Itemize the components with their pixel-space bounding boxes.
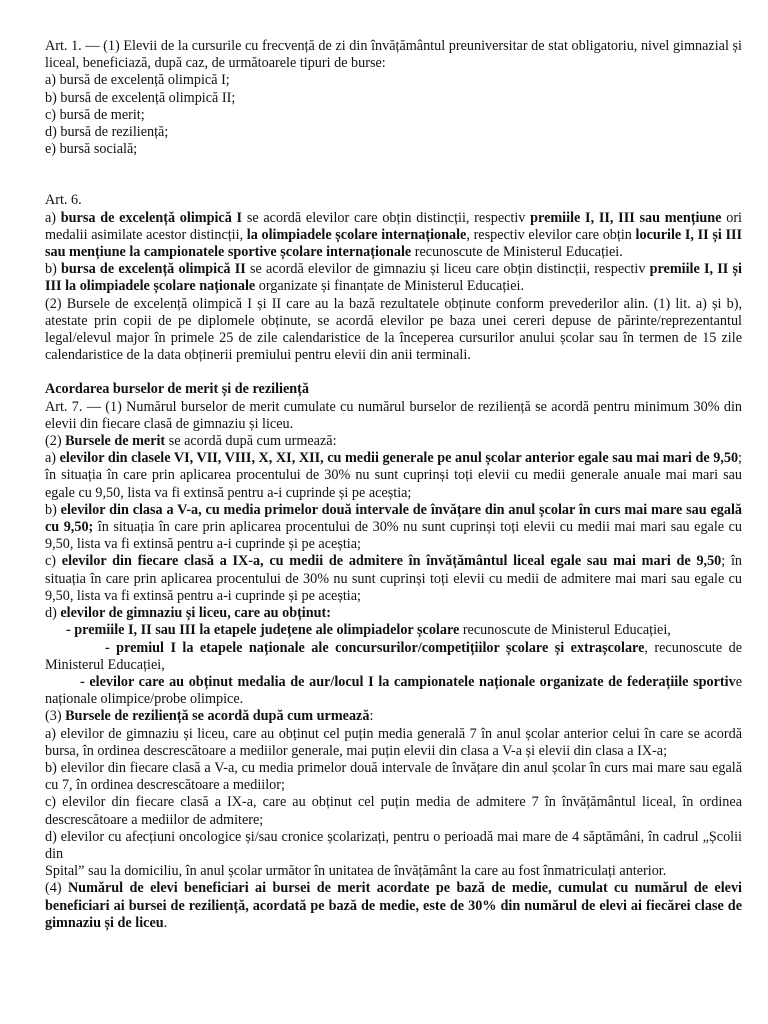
- text: ; în situația în care prin aplicarea procentului de 30% nu sunt cuprinși toți elevii cu medii generale anuale mai mari sau egale cu 9,50, lista va fi extinsă pentru a-i cuprinde și pe aceștia;: [45, 450, 742, 501]
- art7-resilience-d-line1: d) elevilor cu afecțiuni oncologice și/sau cronice școlarizați, pentru o perioadă mai mare de 4 săptămâni, în cadrul „Școlii din: [45, 828, 742, 862]
- text: recunoscute de Ministerul Educației,: [459, 622, 671, 639]
- text: se acordă după cum urmează:: [165, 433, 337, 450]
- text: recunoscute de Ministerul Educației.: [411, 244, 623, 261]
- art1-item-c: c) bursă de merit;: [45, 106, 145, 123]
- art7-resilience-d-line2: Spital” sau la domiciliu, în anul școlar următor în unitatea de învățământ la care au fost înmatriculați anterior.: [45, 863, 667, 880]
- art7-merit-d: [45, 605, 742, 622]
- bold-text: - premiile I, II sau III la etapele județene ale olimpiadelor școlare: [66, 622, 460, 639]
- bold-text: la olimpiadele școlare internaționale: [246, 226, 467, 243]
- text: în situația în care prin aplicarea procentului de 30% nu sunt cuprinși toți elevii cu medii mai mari sau egale cu 9,50, lista va fi extinsă pentru a-i cuprinde și pe aceștia;: [45, 519, 742, 553]
- bold-text: Numărul de elevi beneficiari ai bursei de merit acordate pe bază de medie, cumulat cu numărul de elevi beneficiari ai bursei de reziliență, acordată pe bază de medie, este de 30% din numărul de elevi ai fiecărei clase de gimnaziu și de liceu: [45, 880, 742, 931]
- text: d): [45, 605, 61, 622]
- text: a): [45, 450, 60, 467]
- art7-merit-d-sub2: [45, 640, 742, 674]
- bold-text: elevilor de gimnaziu și liceu, care au obținut:: [60, 605, 331, 622]
- bold-text: Bursele de reziliență se acordă după cum urmează: [65, 708, 370, 725]
- bold-text: premiile I, II și III la olimpiadele școlare naționale: [45, 261, 742, 295]
- text: (3): [45, 708, 66, 725]
- text: c): [45, 553, 62, 570]
- text: , respectiv elevilor care obțin: [466, 226, 636, 243]
- bold-text: premiile I, II, III sau mențiune: [530, 209, 722, 226]
- art7-para-4: [45, 880, 742, 932]
- bold-text: Bursele de merit: [65, 433, 166, 450]
- art7-merit-a: [45, 450, 742, 502]
- text: :: [369, 708, 374, 725]
- art1-item-d: d) bursă de reziliență;: [45, 124, 169, 141]
- bold-text: elevilor din fiecare clasă a IX-a, cu medii de admitere în învățământul liceal egale sau mai mari de 9,50: [61, 553, 722, 570]
- art7-para-2: [45, 433, 742, 450]
- text: organizate și finanțate de Ministerul Educației.: [255, 278, 525, 295]
- text: (2): [45, 433, 66, 450]
- art7-merit-d-sub3: [45, 674, 742, 708]
- spacer: [45, 364, 742, 381]
- text: ori medalii asimilate acestor distincții,: [45, 209, 742, 243]
- bold-text: bursa de excelență olimpică I: [60, 209, 243, 226]
- bold-text: - elevilor care au obținut medalia de aur/locul I la campionatele naționale organizate de federațiile sportiv: [80, 673, 736, 690]
- text: , recunoscute de Ministerul Educației,: [45, 639, 742, 673]
- text: ; în situația în care prin aplicarea procentului de 30% nu sunt cuprinși toți elevii cu medii de admitere mai mari sau egale cu 9,50, lista va fi extinsă pentru a-i cuprinde și pe aceștia;: [45, 553, 742, 604]
- bold-text: elevilor din clasa a V-a, cu media primelor două intervale de învățare din anul școlar în curs mai mare sau egală cu 9,50;: [45, 501, 742, 536]
- art1-item-a: a) bursă de excelență olimpică I;: [45, 72, 230, 89]
- text: e naționale olimpice/probe olimpice.: [45, 673, 742, 708]
- bold-text: locurile I, II și III sau mențiune la campionatele sportive școlare internaționale: [45, 226, 743, 261]
- art1-item-b: b) bursă de excelență olimpică II;: [45, 89, 236, 106]
- text: a): [45, 209, 61, 226]
- art7-merit-d-sub1: [45, 622, 742, 639]
- art6-heading: Art. 6.: [45, 192, 82, 209]
- art6-para-2: (2) Bursele de excelență olimpică I și II care au la bază rezultatele obținute conform prevederilor alin. (1) lit. a) și b), atestate prin copii de pe diplomele obținute, se acordă elevilor pe baza unei cereri depuse de părinte/reprezentantul legal/elevul major în primele 25 de zile calendaristice de la începerea cursurilor anului școlar sau în termen de 15 zile calendaristice de la data obținerii premiului pentru elevii din anii terminali.: [45, 295, 742, 364]
- text: b): [45, 261, 62, 278]
- art7-resilience-a: a) elevilor de gimnaziu și liceu, care au obținut cel puțin media generală 7 în anul școlar anterior celui în care se acordă bursa, în ordinea descrescătoare a mediilor generale, mai puțin elevii din clasa a V-a și elevii din clasa a IX-a;: [45, 725, 742, 759]
- spacer: [45, 158, 742, 192]
- text: b): [45, 501, 61, 518]
- text: (4): [45, 880, 68, 897]
- bold-text: - premiul I la etapele naționale ale concursurilor/competițiilor școlare și extrașcolare: [105, 639, 645, 656]
- section-title: [45, 381, 742, 398]
- art7-para-3: [45, 708, 742, 725]
- text: .: [163, 914, 168, 931]
- art7-merit-c: [45, 553, 742, 605]
- art7-para-1: Art. 7. — (1) Numărul burselor de merit cumulate cu numărul burselor de reziliență se acordă pentru minimum 30% din elevii din fiecare clasă de gimnaziu și liceu.: [45, 398, 742, 432]
- text: se acordă elevilor care obțin distincții, respectiv: [242, 209, 531, 226]
- art1-item-e: e) bursă socială;: [45, 141, 138, 158]
- art7-merit-b: [45, 502, 742, 554]
- art1-intro: Art. 1. — (1) Elevii de la cursurile cu frecvență de zi din învățământul preuniversitar de stat obligatoriu, nivel gimnazial și liceal, beneficiază, după caz, de următoarele tipuri de burse:: [45, 38, 742, 72]
- text: se acordă elevilor de gimnaziu și liceu care obțin distincții, respectiv: [245, 261, 650, 278]
- bold-text: bursa de excelență olimpică II: [61, 261, 246, 278]
- art6-para-b: [45, 261, 742, 295]
- bold-text: elevilor din clasele VI, VII, VIII, X, XI, XII, cu medii generale pe anul școlar anterior egale sau mai mari de 9,50: [59, 450, 739, 467]
- bold-text: Acordarea burselor de merit și de reziliență: [45, 381, 309, 398]
- art6-para-a: [45, 210, 742, 262]
- art7-resilience-b: b) elevilor din fiecare clasă a V-a, cu media primelor două intervale de învățare din anul școlar în curs mai mare sau egală cu 7, în ordinea descrescătoare a mediilor;: [45, 759, 742, 794]
- art7-resilience-c: c) elevilor din fiecare clasă a IX-a, care au obținut cel puțin media de admitere 7 în învățământul liceal, în ordinea descrescătoare a mediilor de admitere;: [45, 794, 742, 828]
